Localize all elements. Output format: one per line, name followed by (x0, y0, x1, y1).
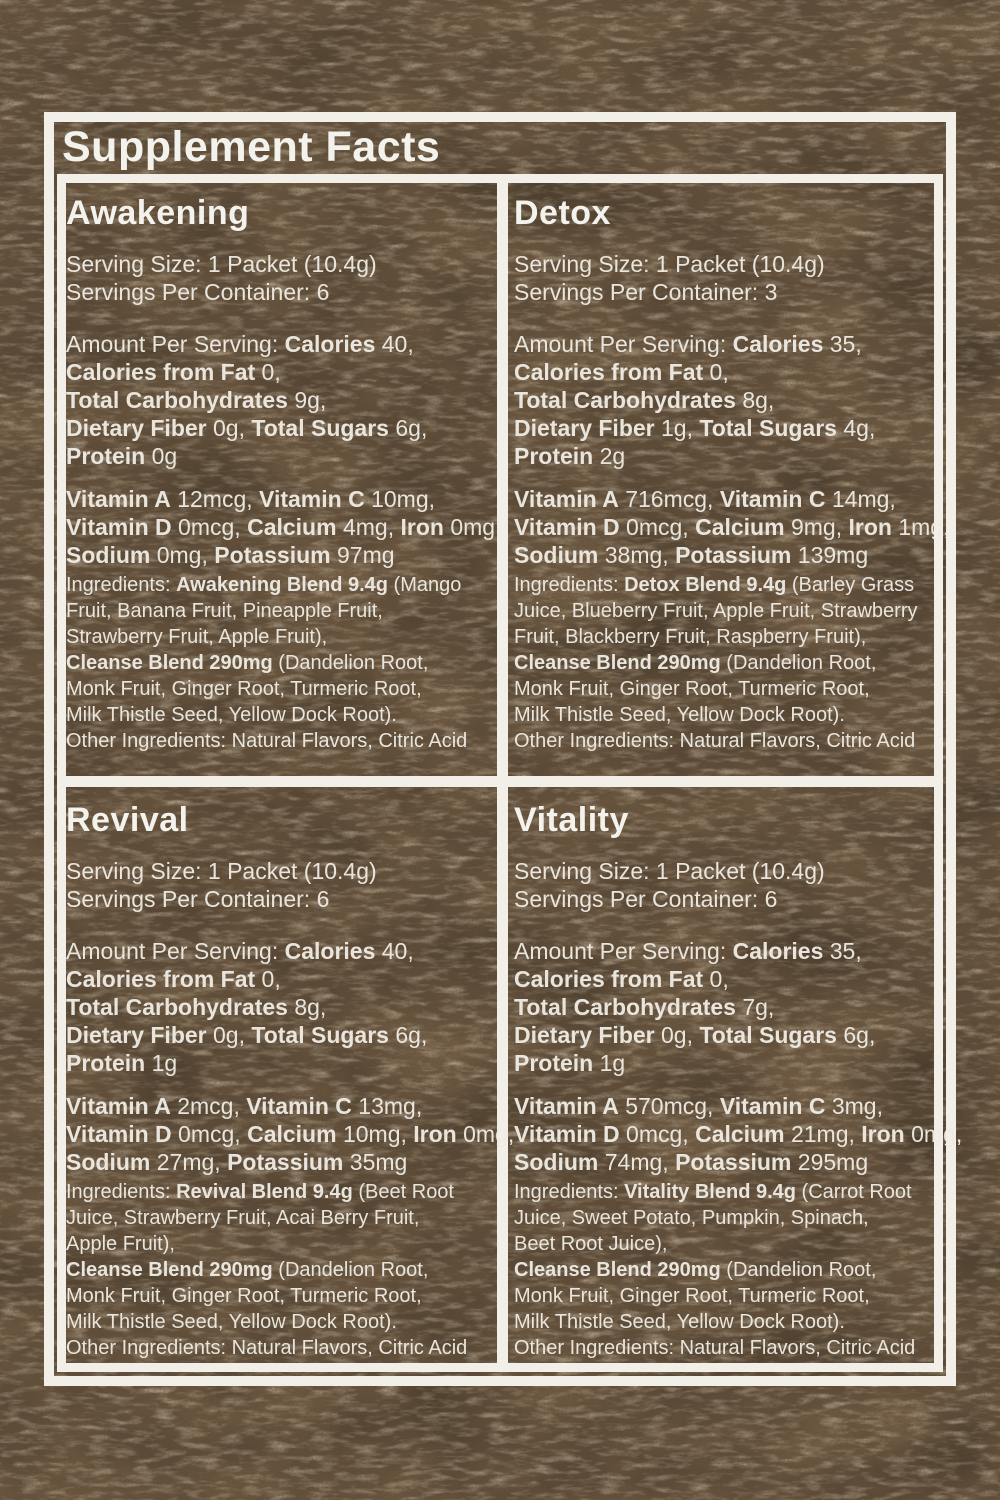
vitamins-text: 0mcg, (619, 1121, 696, 1147)
text-line (66, 278, 497, 306)
vitamins-text: 38mg, (598, 542, 676, 568)
vitamins-block (514, 485, 950, 569)
panel-vitality (508, 790, 963, 1361)
inner-bottom-border (57, 1363, 943, 1372)
vitamins-text: Iron (861, 1121, 905, 1147)
text-line (66, 1148, 497, 1176)
macros-text: Calories (284, 938, 376, 964)
vitamins-text: Sodium (66, 1149, 151, 1175)
vitamins-text: 10mg, (364, 486, 436, 512)
ingredients-text: Juice, Strawberry Fruit, Acai Berry Fruit, (66, 1207, 420, 1229)
vitamins-block (66, 1092, 515, 1176)
ingredients-text: (Dandelion Root, (720, 652, 877, 674)
ingredients-text: Detox Blend 9.4g (624, 574, 787, 596)
text-line (66, 1309, 497, 1335)
vitamins-text: 0mg, (443, 514, 502, 540)
text-line (66, 885, 497, 913)
ingredients-text: Vitality Blend 9.4g (624, 1181, 796, 1203)
macros-text: Amount Per Serving: (514, 331, 733, 357)
text-line (66, 1120, 515, 1148)
text-line (514, 1179, 934, 1205)
macros-text: 40, (375, 331, 414, 357)
page-title: Supplement Facts (62, 123, 441, 171)
ingredients-text: Milk Thistle Seed, Yellow Dock Root). (514, 704, 845, 726)
text-line (66, 598, 497, 624)
vitamins-text: 14mg, (825, 486, 896, 512)
text-line (514, 1120, 963, 1148)
serving-text: Servings Per Container: 6 (66, 279, 330, 305)
macros-text: Total Sugars (251, 1022, 389, 1048)
text-line (514, 1231, 934, 1257)
vitamins-text: Potassium (675, 542, 792, 568)
macros-text: Dietary Fiber (514, 415, 655, 441)
vitamins-text: 295mg (791, 1149, 869, 1175)
title-divider (57, 174, 943, 183)
vitamins-text: 0mg, (456, 1121, 515, 1147)
text-line (66, 857, 497, 885)
ingredients-text: (Beet Root (352, 1181, 454, 1203)
vitamins-text: 0mg, (904, 1121, 963, 1147)
vitamins-text: Calcium (247, 1121, 337, 1147)
ingredients-text: (Barley Grass (786, 574, 915, 596)
text-line (514, 1257, 934, 1283)
vitamins-text: Vitamin A (514, 1093, 619, 1119)
text-line (514, 1148, 934, 1176)
macros-text: Protein (66, 443, 146, 469)
text-line (514, 1205, 934, 1231)
text-line (66, 572, 497, 598)
vitamins-text: 12mcg, (170, 486, 260, 512)
macros-block (514, 330, 934, 470)
macros-text: 35, (823, 938, 862, 964)
macros-text: Total Carbohydrates (66, 387, 288, 413)
text-line (514, 278, 934, 306)
text-line (514, 728, 934, 754)
text-line (514, 358, 934, 386)
text-line (66, 1021, 497, 1049)
ingredients-block (514, 572, 934, 754)
text-line (66, 1205, 497, 1231)
text-line (66, 1283, 497, 1309)
serving-text: Serving Size: 1 Packet (10.4g) (66, 251, 377, 277)
vitamins-text: Sodium (514, 542, 599, 568)
text-line (514, 937, 934, 965)
vitamins-text: 570mcg, (618, 1093, 720, 1119)
ingredients-text: Other Ingredients: Natural Flavors, Citric Acid (66, 730, 468, 752)
text-line (66, 993, 497, 1021)
ingredients-text: Milk Thistle Seed, Yellow Dock Root). (66, 704, 397, 726)
text-line (66, 624, 497, 650)
ingredients-text: Monk Fruit, Ginger Root, Turmeric Root, (514, 1285, 870, 1307)
vitamins-text: Iron (413, 1121, 457, 1147)
macros-text: Dietary Fiber (66, 415, 207, 441)
vitamins-block (514, 1092, 963, 1176)
vitamins-text: Vitamin C (719, 486, 826, 512)
ingredients-text: (Carrot Root (795, 1181, 912, 1203)
macros-text: Total Carbohydrates (514, 387, 736, 413)
macros-text: 6g, (388, 415, 428, 441)
serving-text: Serving Size: 1 Packet (10.4g) (514, 251, 825, 277)
text-line (514, 624, 934, 650)
macros-text: 0g, (206, 1022, 252, 1048)
ingredients-text: Milk Thistle Seed, Yellow Dock Root). (66, 1311, 397, 1333)
ingredients-text: Ingredients: (514, 574, 625, 596)
macros-text: Amount Per Serving: (514, 938, 733, 964)
vitamins-text: Potassium (227, 1149, 344, 1175)
vitamins-text: Calcium (695, 1121, 785, 1147)
text-line (514, 676, 934, 702)
vitamins-text: 0mcg, (171, 514, 248, 540)
ingredients-text: Strawberry Fruit, Apple Fruit), (66, 626, 328, 648)
serving-text: Servings Per Container: 6 (514, 886, 778, 912)
serving-text: Servings Per Container: 6 (66, 886, 330, 912)
text-line (514, 1092, 934, 1120)
vitamins-text: 13mg, (351, 1093, 423, 1119)
ingredients-text: Ingredients: (514, 1181, 625, 1203)
vitamins-text: 10mg, (336, 1121, 414, 1147)
text-line (66, 485, 497, 513)
macros-text: Amount Per Serving: (66, 938, 285, 964)
ingredients-text: (Dandelion Root, (272, 1259, 429, 1281)
vitamins-text: Calcium (247, 514, 337, 540)
vitamins-text: Iron (400, 514, 444, 540)
macros-text: 8g, (735, 387, 775, 413)
ingredients-block (66, 1179, 497, 1361)
panel-heading: Vitality (514, 801, 629, 839)
macros-text: 9g, (287, 387, 327, 413)
vitamins-text: 0mcg, (619, 514, 696, 540)
text-line (514, 485, 934, 513)
text-line (514, 414, 934, 442)
macros-text: Total Sugars (699, 1022, 837, 1048)
text-line (514, 598, 934, 624)
text-line (66, 386, 497, 414)
text-line (66, 442, 497, 470)
macros-text: 6g, (836, 1022, 876, 1048)
vitamins-text: Vitamin C (259, 486, 365, 512)
ingredients-text: (Mango (387, 574, 462, 596)
vitamins-text: Potassium (214, 542, 331, 568)
vitamins-text: Vitamin C (246, 1093, 352, 1119)
text-line (66, 965, 497, 993)
text-line (66, 1335, 497, 1361)
text-line (514, 513, 950, 541)
ingredients-text: Fruit, Blackberry Fruit, Raspberry Fruit), (514, 626, 867, 648)
macros-text: 1g, (654, 415, 700, 441)
ingredients-text: Juice, Blueberry Fruit, Apple Fruit, Strawberry (514, 600, 918, 622)
inner-right-border (934, 174, 943, 1372)
macros-text: Calories (732, 331, 824, 357)
macros-text: 0g, (654, 1022, 700, 1048)
macros-text: Calories (732, 938, 824, 964)
macros-text: 0, (255, 966, 281, 992)
vitamins-text: 139mg (791, 542, 869, 568)
macros-text: Total Carbohydrates (514, 994, 736, 1020)
ingredients-text: (Dandelion Root, (272, 652, 429, 674)
ingredients-text: Revival Blend 9.4g (176, 1181, 353, 1203)
vitamins-text: 9mg, (784, 514, 849, 540)
panel-revival (66, 790, 515, 1361)
vitamins-text: 35mg (343, 1149, 408, 1175)
serving-block (514, 857, 934, 913)
text-line (514, 857, 934, 885)
vitamins-block (66, 485, 502, 569)
vitamins-text: 3mg, (825, 1093, 883, 1119)
text-line (514, 442, 934, 470)
text-line (514, 1021, 934, 1049)
text-line (514, 885, 934, 913)
macros-block (66, 330, 497, 470)
text-line (66, 676, 497, 702)
ingredients-text: Other Ingredients: Natural Flavors, Citric Acid (514, 730, 916, 752)
vitamins-text: Vitamin A (514, 486, 619, 512)
vitamins-text: 21mg, (784, 1121, 862, 1147)
ingredients-text: Cleanse Blend 290mg (514, 652, 721, 674)
vitamins-text: 0mg, (150, 542, 215, 568)
serving-text: Serving Size: 1 Packet (10.4g) (514, 858, 825, 884)
text-line (66, 937, 497, 965)
macros-text: Total Sugars (251, 415, 389, 441)
vitamins-text: Vitamin D (66, 1121, 172, 1147)
vitamins-text: 74mg, (598, 1149, 676, 1175)
macros-text: Calories from Fat (514, 966, 704, 992)
macros-text: 8g, (287, 994, 327, 1020)
text-line (66, 1231, 497, 1257)
panel-heading: Revival (66, 801, 189, 839)
ingredients-text: Awakening Blend 9.4g (176, 574, 388, 596)
macros-text: Calories from Fat (66, 966, 256, 992)
text-line (514, 1335, 934, 1361)
vitamins-text: 0mcg, (171, 1121, 248, 1147)
macros-text: 6g, (388, 1022, 428, 1048)
text-line (514, 650, 934, 676)
serving-block (514, 250, 934, 306)
macros-text: 1g (145, 1050, 178, 1076)
panel-heading: Detox (514, 194, 611, 232)
macros-text: 4g, (836, 415, 876, 441)
macros-text: Total Sugars (699, 415, 837, 441)
macros-text: Calories (284, 331, 376, 357)
text-line (66, 250, 497, 278)
macros-text: 7g, (735, 994, 775, 1020)
text-line (514, 1283, 934, 1309)
ingredients-text: Ingredients: (66, 574, 177, 596)
panel-awakening (66, 183, 502, 768)
macros-text: Calories from Fat (514, 359, 704, 385)
vitamins-text: Calcium (695, 514, 785, 540)
macros-text: Protein (514, 443, 594, 469)
vitamins-text: Sodium (514, 1149, 599, 1175)
text-line (514, 572, 934, 598)
ingredients-text: Cleanse Blend 290mg (66, 1259, 273, 1281)
macros-text: 40, (375, 938, 414, 964)
macros-text: Total Carbohydrates (66, 994, 288, 1020)
macros-text: Calories from Fat (66, 359, 256, 385)
vitamins-text: Vitamin A (66, 486, 171, 512)
vitamins-text: Iron (848, 514, 892, 540)
macros-text: 1g (593, 1050, 626, 1076)
text-line (66, 330, 497, 358)
text-line (66, 702, 497, 728)
serving-text: Serving Size: 1 Packet (10.4g) (66, 858, 377, 884)
vitamins-text: 2mcg, (170, 1093, 247, 1119)
vitamins-text: Vitamin D (514, 1121, 620, 1147)
text-line (514, 702, 934, 728)
vitamins-text: Potassium (675, 1149, 792, 1175)
macros-text: 2g (593, 443, 626, 469)
ingredients-text: Cleanse Blend 290mg (514, 1259, 721, 1281)
text-line (66, 1257, 497, 1283)
macros-text: Protein (66, 1050, 146, 1076)
ingredients-text: Apple Fruit), (66, 1233, 175, 1255)
text-line (66, 1092, 497, 1120)
text-line (514, 250, 934, 278)
macros-block (514, 937, 934, 1077)
ingredients-text: (Dandelion Root, (720, 1259, 877, 1281)
vitamins-text: 4mg, (336, 514, 401, 540)
vitamins-text: Vitamin C (719, 1093, 826, 1119)
vitamins-text: Vitamin D (514, 514, 620, 540)
serving-block (66, 857, 497, 913)
vitamins-text: 27mg, (150, 1149, 228, 1175)
vitamins-text: Sodium (66, 542, 151, 568)
text-line (514, 386, 934, 414)
text-line (514, 965, 934, 993)
ingredients-text: Milk Thistle Seed, Yellow Dock Root). (514, 1311, 845, 1333)
text-line (66, 513, 502, 541)
ingredients-text: Monk Fruit, Ginger Root, Turmeric Root, (66, 1285, 422, 1307)
text-line (66, 728, 497, 754)
panel-detox (508, 183, 950, 768)
text-line (66, 650, 497, 676)
ingredients-text: Ingredients: (66, 1181, 177, 1203)
ingredients-block (514, 1179, 934, 1361)
macros-text: 0, (703, 359, 729, 385)
macros-text: Dietary Fiber (66, 1022, 207, 1048)
text-line (66, 1049, 497, 1077)
macros-text: 0g (145, 443, 178, 469)
ingredients-text: Other Ingredients: Natural Flavors, Citric Acid (66, 1337, 468, 1359)
vitamins-text: Vitamin A (66, 1093, 171, 1119)
text-line (66, 541, 497, 569)
vitamins-text: 716mcg, (618, 486, 720, 512)
panels-grid (66, 183, 963, 1361)
macros-text: Protein (514, 1050, 594, 1076)
macros-text: 35, (823, 331, 862, 357)
ingredients-text: Monk Fruit, Ginger Root, Turmeric Root, (514, 678, 870, 700)
serving-text: Servings Per Container: 3 (514, 279, 778, 305)
ingredients-text: Beet Root Juice), (514, 1233, 668, 1255)
vitamins-text: 1mg, (891, 514, 950, 540)
macros-text: 0g, (206, 415, 252, 441)
macros-block (66, 937, 497, 1077)
ingredients-text: Monk Fruit, Ginger Root, Turmeric Root, (66, 678, 422, 700)
text-line (66, 414, 497, 442)
ingredients-text: Fruit, Banana Fruit, Pineapple Fruit, (66, 600, 383, 622)
text-line (66, 358, 497, 386)
ingredients-block (66, 572, 497, 754)
text-line (66, 1179, 497, 1205)
ingredients-text: Cleanse Blend 290mg (66, 652, 273, 674)
macros-text: Amount Per Serving: (66, 331, 285, 357)
macros-text: 0, (255, 359, 281, 385)
text-line (514, 1049, 934, 1077)
inner-left-border (57, 174, 66, 1372)
text-line (514, 1309, 934, 1335)
vitamins-text: Vitamin D (66, 514, 172, 540)
text-line (514, 993, 934, 1021)
text-line (514, 541, 934, 569)
macros-text: Dietary Fiber (514, 1022, 655, 1048)
text-line (514, 330, 934, 358)
macros-text: 0, (703, 966, 729, 992)
ingredients-text: Juice, Sweet Potato, Pumpkin, Spinach, (514, 1207, 869, 1229)
serving-block (66, 250, 497, 306)
panel-heading: Awakening (66, 194, 250, 232)
ingredients-text: Other Ingredients: Natural Flavors, Citric Acid (514, 1337, 916, 1359)
vitamins-text: 97mg (330, 542, 395, 568)
